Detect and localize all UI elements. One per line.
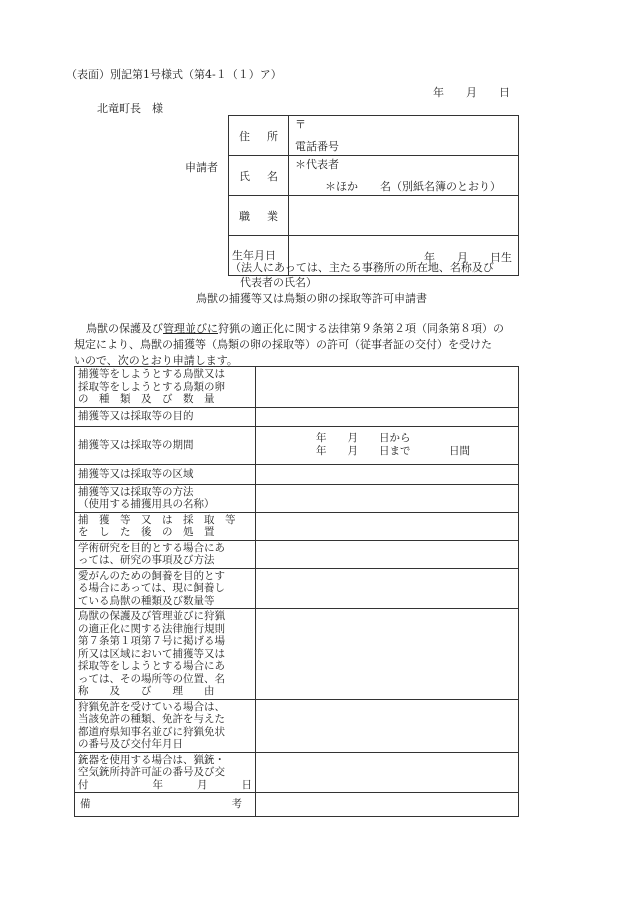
table-row [75,407,519,426]
area-label: 捕獲等又は採取等の区域 [75,464,256,484]
applicant-note-1: （法人にあっては、主たる事務所の所在地、名称及び [230,261,494,274]
species-quantity-field[interactable] [256,367,519,408]
job-label: 職 業 [229,196,289,236]
phone-label: 電話番号 [295,139,339,153]
table-row [75,699,519,752]
restricted-area-field[interactable] [256,609,519,700]
period-label: 捕獲等又は採取等の期間 [75,426,256,464]
table-row [75,426,519,464]
others-label: ＊ほか 名（別紙名簿のとおり） [325,179,501,193]
purpose-label: 捕獲等又は採取等の目的 [75,407,256,426]
pet-keeping-field[interactable] [256,568,519,609]
restricted-area-label: 鳥獣の保護及び管理並びに狩猟 の適正化に関する法律施行規則 第７条第１項第７号に掲げる場 所又は区域において捕獲等又は 採取等をしようとする場合にあ っては、その場所等の位置、名 称 及 び 理 由 [75,609,256,700]
application-table [74,366,519,817]
method-field[interactable] [256,484,519,512]
name-field[interactable] [289,156,519,196]
period-to: 年 月 日まで [316,445,411,457]
firearm-permit-label: 銃器を使用する場合は、猟銃・ 空気銃所持許可証の番号及び交 付 年 月 日 [75,752,256,793]
intro-line-2: 規定により、鳥獣の捕獲等（鳥類の卵の採取等）の許可（従事者証の交付）を受けた [74,338,492,351]
applicant-table [228,115,519,276]
form-title: 鳥獣の捕獲等又は鳥類の卵の採取等許可申請書 [196,292,427,305]
disposal-field[interactable] [256,512,519,540]
hunting-license-label: 狩猟免許を受けている場合は、 当該免許の種類、免許を与えた 都道府県知事名並びに狩猟免状 の番号及び交付年月日 [75,699,256,752]
postal-mark: 〒 [295,117,306,131]
table-row [75,464,519,484]
address-label: 住 所 [229,116,289,156]
name-label: 氏 名 [229,156,289,196]
table-row [75,609,519,700]
applicant-label: 申請者 [185,161,218,174]
dob-label: 生年月日 [229,236,289,276]
table-row [75,512,519,540]
remarks-field[interactable] [256,793,519,817]
firearm-permit-field[interactable] [256,752,519,793]
period-from: 年 月 日から [316,432,411,444]
research-label: 学術研究を目的とする場合にあ っては、研究の事項及び方法 [75,540,256,568]
form-number: （表面）別記第1号様式（第4-１（１）ア） [66,68,282,81]
applicant-note-2: 代表者の氏名） [240,276,317,289]
applicant-address-row [229,116,519,156]
research-field[interactable] [256,540,519,568]
hunting-license-field[interactable] [256,699,519,752]
intro-line-3: いので、次のとおり申請します。 [74,354,238,367]
intro-line-1: 鳥獣の保護及び管理並びに狩猟の適正化に関する法律第９条第２項（同条第８項）の [86,322,504,335]
address-field[interactable] [289,116,519,156]
purpose-field[interactable] [256,407,519,426]
table-row [75,540,519,568]
disposal-label: 捕 獲 等 又 は 採 取 等 を し た 後 の 処 置 [75,512,256,540]
addressee: 北竜町長 様 [97,102,163,115]
representative-label: ＊代表者 [295,157,339,171]
period-days: 日間 [449,445,470,457]
period-field[interactable] [256,426,519,464]
method-label: 捕獲等又は採取等の方法 （使用する捕獲用具の名称） [75,484,256,512]
pet-keeping-label: 愛がんのための飼養を目的とす る場合にあっては、現に飼養し ている鳥獣の種類及び数量等 [75,568,256,609]
dob-field[interactable]: 年 月 日生 [289,236,519,276]
table-row [75,367,519,408]
table-row [75,484,519,512]
table-row [75,568,519,609]
applicant-name-row [229,156,519,196]
remarks-label: 備 考 [75,793,256,817]
date-line: 年 月 日 [433,86,510,99]
job-field[interactable] [289,196,519,236]
table-row [75,752,519,793]
table-row [75,793,519,817]
applicant-job-row [229,196,519,236]
area-field[interactable] [256,464,519,484]
species-quantity-label: 捕獲等をしようとする鳥獣又は 採取等をしようとする鳥類の卵 の 種 類 及 び 数 量 [75,367,256,408]
